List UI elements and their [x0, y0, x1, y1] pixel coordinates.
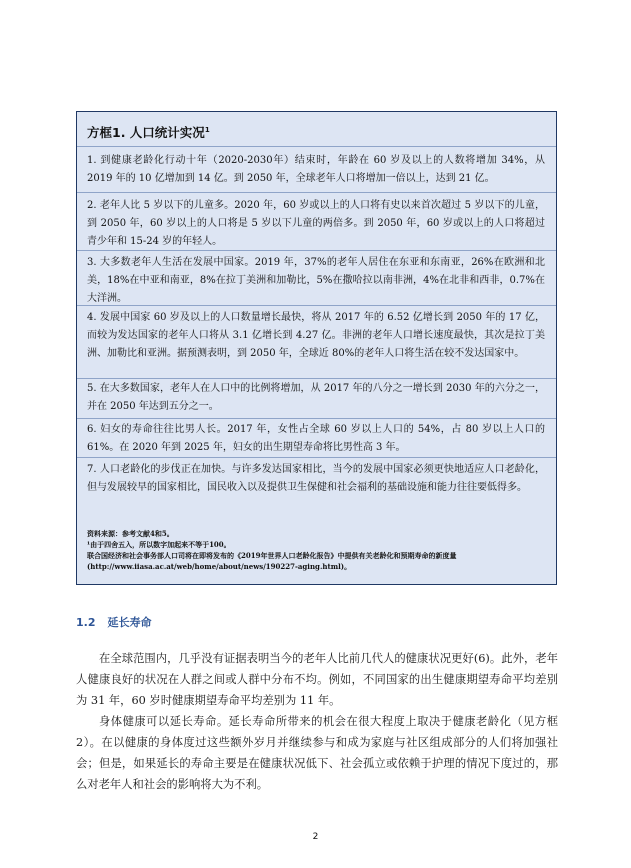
fact-item-1-text: 1. 到健康老龄化行动十年（2020-2030年）结束时，年龄在 60 岁及以上的人数将增加 34%，从 2019 年的 10 亿增加到 14 亿。到 2050 年，全球老年人口将增加一倍以上，达到 21 亿。 — [87, 155, 545, 184]
fact-item-5-text: 5. 在大多数国家，老年人在人口中的比例将增加，从 2017 年的八分之一增长到 2030 年的六分之一，并在 2050 年达到五分之一。 — [87, 383, 545, 412]
box-title — [87, 123, 210, 141]
section-number: 1.2 — [76, 616, 96, 629]
fact-item-4 — [77, 309, 556, 363]
section-heading — [76, 614, 152, 630]
fact-item-1 — [77, 152, 556, 188]
fact-item-7 — [77, 461, 556, 497]
divider — [77, 418, 556, 419]
box-notes — [87, 528, 549, 572]
divider — [77, 305, 556, 306]
divider — [77, 457, 556, 458]
fact-item-2-text: 2. 老年人比 5 岁以下的儿童多。2020 年，60 岁或以上的人口将有史以来首次超过 5 岁以下的儿童，到 2050 年，60 岁以上的人口将是 5 岁以下儿童的两倍多。到 2050 年，60 岁或以上的人口将超过青少年和 15-24 岁的年轻人。 — [87, 200, 545, 247]
fact-item-6-text: 6. 妇女的寿命往往比男人长。2017 年，女性占全球 60 岁以上人口的 54%，占 80 岁以上人口的 61%。在 2020 年到 2025 年，妇女的出生期望寿命将比男性高 3 年。 — [87, 424, 545, 453]
reference-url: (http://www.iiasa.ac.at/web/home/about/news/190227-aging.html)。 — [87, 562, 352, 571]
divider — [77, 250, 556, 251]
fact-item-6 — [77, 421, 556, 457]
divider — [77, 146, 556, 147]
demographic-facts-box — [76, 111, 557, 585]
divider — [77, 192, 556, 193]
page-number: 2 — [312, 832, 319, 842]
body-paragraph-2: 身体健康可以延长寿命。延长寿命所带来的机会在很大程度上取决于健康老龄化（见方框2）。在以健康的身体度过这些额外岁月并继续参与和成为家庭与社区组成部分的人们将加强社会；但是，如果延长的寿命主要是在健康状况低下、社会孤立或依赖于护理的情况下度过的，那么对老年人和社会的影响将大为不利。 — [76, 715, 558, 791]
fact-item-3 — [77, 254, 556, 308]
section-title: 延长寿命 — [107, 616, 152, 629]
box-title-text: 方框1. 人口统计实况 — [87, 125, 205, 140]
rounding-note: ¹由于四舍五入，所以数字加起来不等于100。 — [87, 540, 231, 549]
body-paragraph-1: 在全球范围内，几乎没有证据表明当今的老年人比前几代人的健康状况更好(6)。此外，老年人健康良好的状况在人群之间或人群中分布不均。例如，不同国家的出生健康期望寿命平均差别为 31 年，60 岁时健康期望寿命平均差别为 11 年。 — [76, 652, 558, 707]
source-note: 资料来源：参考文献4和5。 — [87, 529, 174, 538]
fact-item-2 — [77, 197, 556, 251]
box-title-footnote-mark: 1 — [204, 125, 210, 134]
un-desa-note: 联合国经济和社会事务部人口司将在即将发布的《2019年世界人口老龄化报告》中提供有关老龄化和预期寿命的新度量 — [87, 551, 457, 560]
fact-item-5 — [77, 380, 556, 416]
divider — [77, 378, 556, 379]
fact-item-7-text: 7. 人口老龄化的步伐正在加快。与许多发达国家相比，当今的发展中国家必须更快地适应人口老龄化，但与发展较早的国家相比，国民收入以及提供卫生保健和社会福利的基础设施和能力往往要低得多。 — [87, 464, 545, 493]
fact-item-4-text: 4. 发展中国家 60 岁及以上的人口数量增长最快，将从 2017 年的 6.52 亿增长到 2050 年的 17 亿，而较为发达国家的老年人口将从 3.1 亿增长到 4.27 亿。非洲的老年人口增长速度最快，其次是拉丁美洲、加勒比和亚洲。据预测表明，到 2050 年，全球近 80%的老年人口将生活在较不发达国家中。 — [87, 312, 545, 359]
fact-item-3-text: 3. 大多数老年人生活在发展中国家。2019 年，37%的老年人居住在东亚和东南亚，26%在欧洲和北美，18%在中亚和南亚，8%在拉丁美洲和加勒比，5%在撒哈拉以南非洲，4%在北非和西非，0.7%在大洋洲。 — [87, 257, 545, 304]
